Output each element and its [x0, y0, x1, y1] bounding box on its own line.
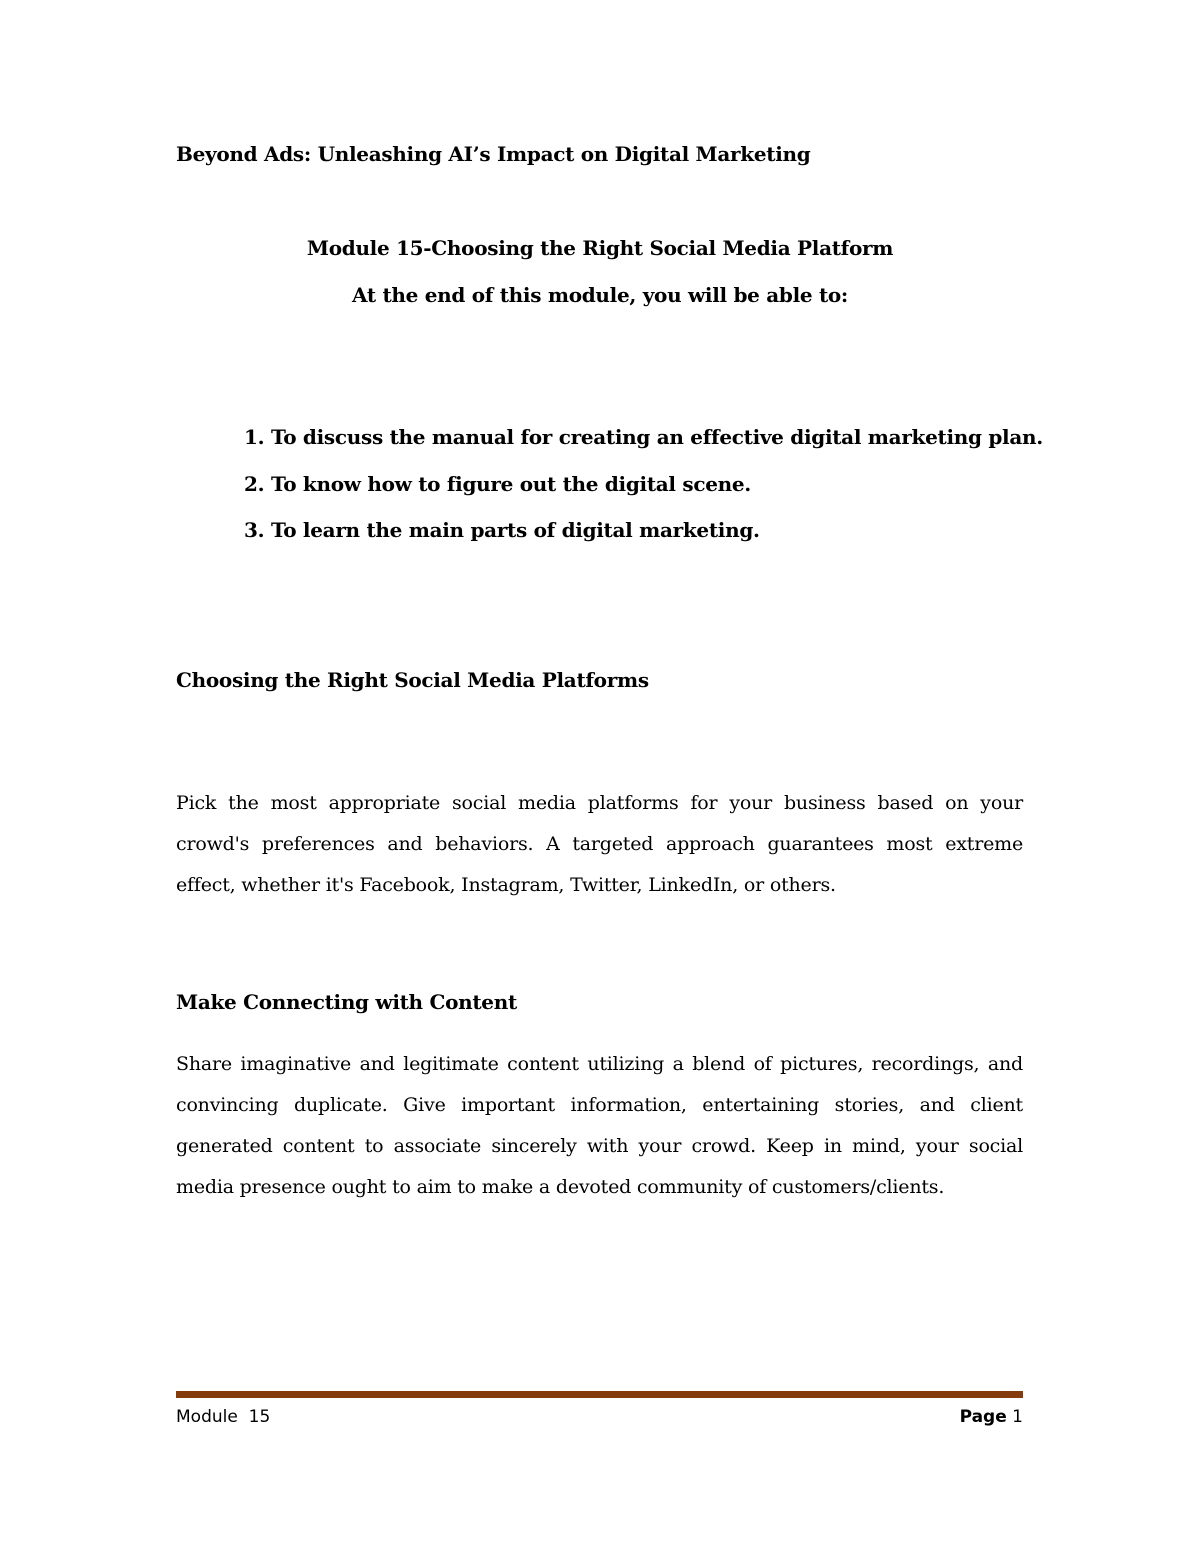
section-heading: Make Connecting with Content [176, 990, 517, 1014]
footer-module-label: Module 15 [176, 1407, 271, 1427]
section-paragraph: Pick the most appropriate social media platforms for your business based on your crowd's preferences and behaviors. A targeted approach guarantees most extreme effect, whether it's Facebook, Instagram, Twitter, LinkedIn, or others. [176, 792, 1023, 896]
footer-rule [176, 1391, 1023, 1398]
page-number: 1 [1012, 1407, 1023, 1427]
document-title: Beyond Ads: Unleashing AI’s Impact on Digital Marketing [176, 142, 811, 166]
objective-item: 1. To discuss the manual for creating an effective digital marketing plan. [244, 425, 1043, 449]
objectives-list [244, 422, 1043, 562]
page-label: Page [959, 1407, 1007, 1427]
module-heading: Module 15-Choosing the Right Social Media Platform [306, 236, 894, 260]
section-paragraph: Share imaginative and legitimate content utilizing a blend of pictures, recordings, and convincing duplicate. Give important information, entertaining stories, and client generated content to associate sincerely with your crowd. Keep in mind, your social media presence ought to aim to make a devoted community of customers/clients. [176, 1053, 1023, 1198]
objective-item: 3. To learn the main parts of digital marketing. [244, 518, 760, 542]
section-heading: Choosing the Right Social Media Platforms [176, 668, 649, 692]
objectives-intro: At the end of this module, you will be able to: [351, 283, 849, 307]
objective-item: 2. To know how to figure out the digital scene. [244, 471, 751, 496]
footer-page-number [960, 1407, 1023, 1427]
